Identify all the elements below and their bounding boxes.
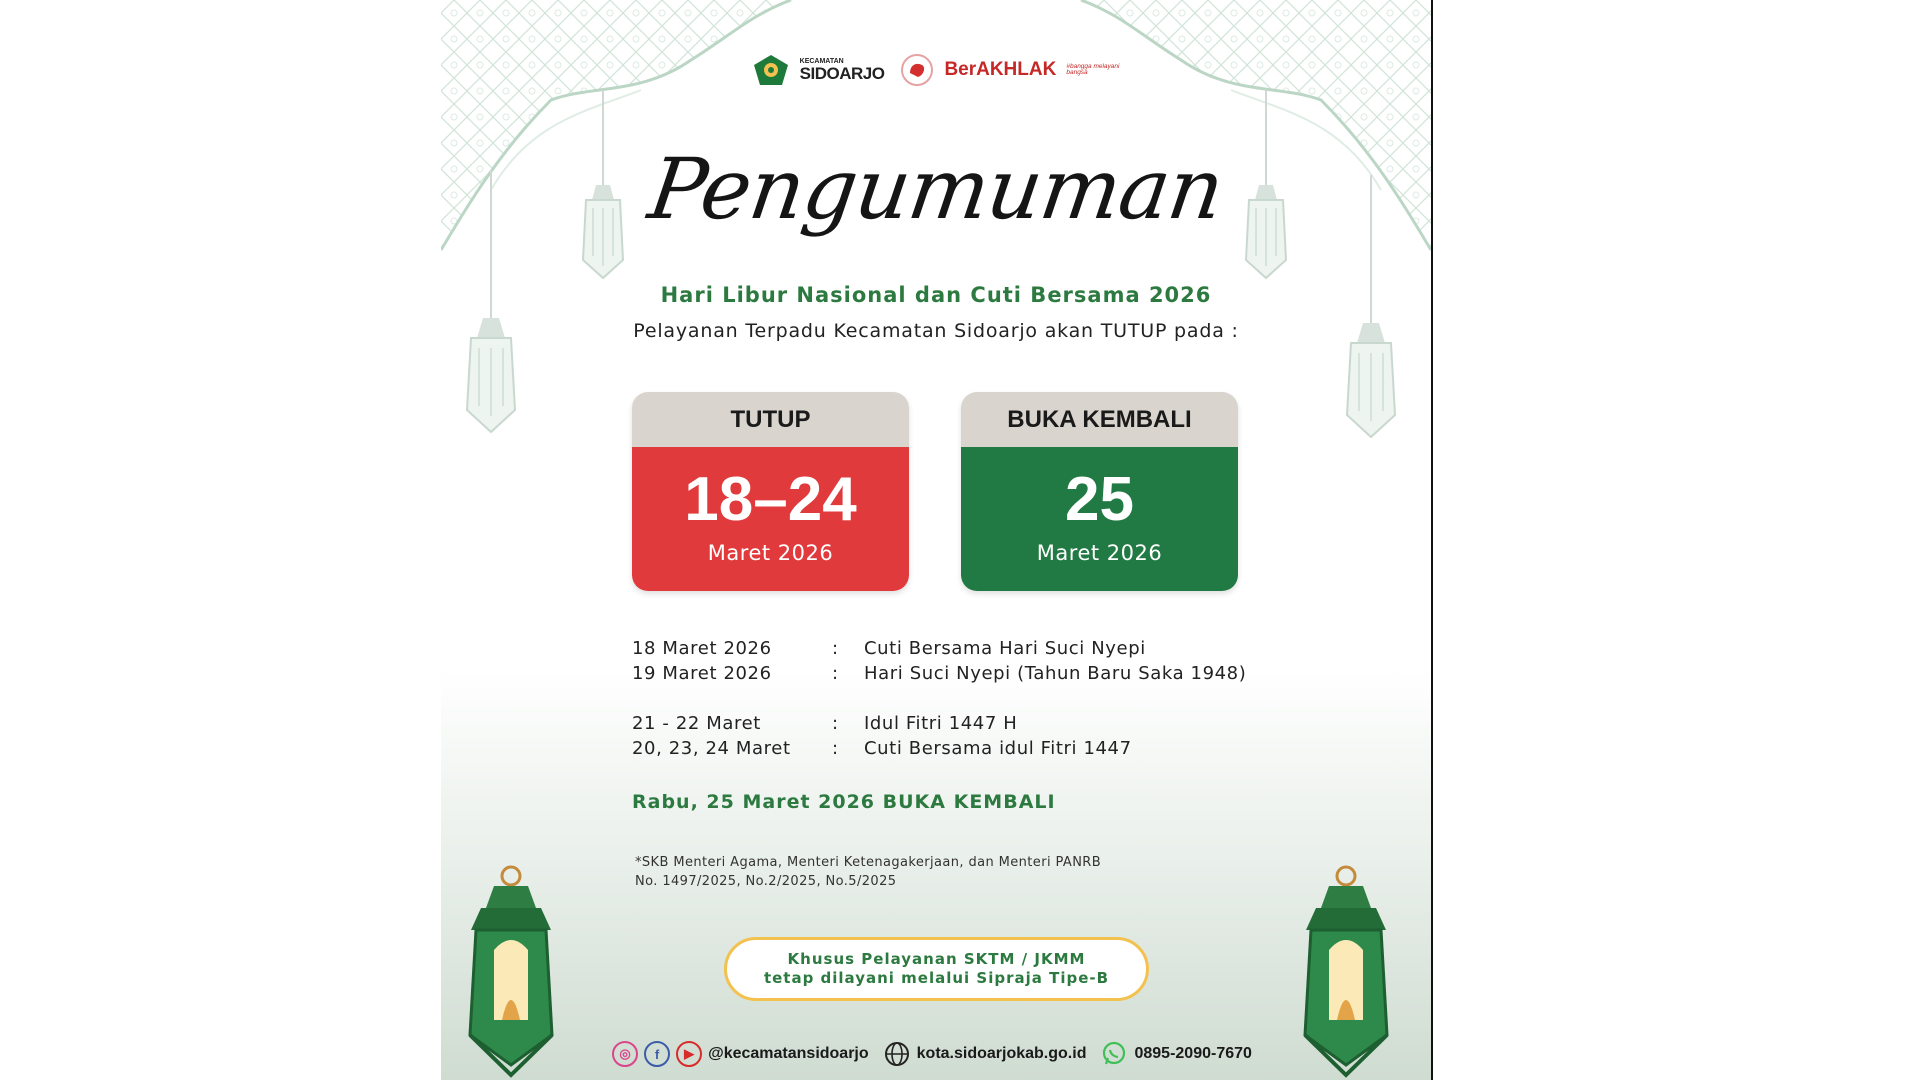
holiday-schedule — [632, 636, 1332, 761]
poster-right-border — [1431, 0, 1433, 1080]
footnote-line: *SKB Menteri Agama, Menteri Ketenagakerjaan, dan Menteri PANRB — [635, 855, 1102, 870]
schedule-row: 20, 23, 24 Maret : Cuti Bersama idul Fitri 1447 — [632, 738, 1132, 759]
facebook-icon[interactable]: f — [644, 1041, 670, 1067]
schedule-gap — [632, 686, 1332, 711]
reopen-notice: Rabu, 25 Maret 2026 BUKA KEMBALI — [632, 791, 1056, 813]
kecamatan-logo-text: KECAMATAN SIDOARJO — [799, 58, 885, 83]
schedule-row: 21 - 22 Maret : Idul Fitri 1447 H — [632, 713, 1018, 734]
schedule-row: 19 Maret 2026 : Hari Suci Nyepi (Tahun Baru Saka 1948) — [632, 663, 1247, 684]
reopen-date-card — [961, 392, 1238, 591]
announcement-intro: Pelayanan Terpadu Kecamatan Sidoarjo akan TUTUP pada : — [633, 320, 1239, 342]
reopen-card-month: Maret 2026 — [1036, 541, 1163, 565]
berakhlak-logo: BerAKHLAK — [944, 59, 1057, 80]
sidoarjo-emblem-icon — [752, 53, 790, 87]
reopen-card-label: BUKA KEMBALI — [961, 392, 1238, 447]
reopen-card-body — [961, 447, 1238, 591]
schedule-row: 18 Maret 2026 : Cuti Bersama Hari Suci Nyepi — [632, 638, 1146, 659]
announcement-subtitle: Hari Libur Nasional dan Cuti Bersama 2026 — [660, 283, 1212, 307]
bangga-melayani-logo: #bangga melayani bangsa — [1066, 62, 1120, 76]
footnote-line: No. 1497/2025, No.2/2025, No.5/2025 — [635, 874, 897, 889]
instagram-icon[interactable]: ◎ — [612, 1041, 638, 1067]
closed-dates-card — [632, 392, 909, 591]
legal-footnote — [635, 853, 1101, 891]
youtube-icon[interactable]: ▶ — [676, 1041, 702, 1067]
phone-number-link[interactable]: 0895-2090-7670 — [1134, 1045, 1252, 1062]
contact-footer — [441, 1040, 1431, 1068]
logo-row — [441, 50, 1431, 90]
closed-card-month: Maret 2026 — [707, 541, 834, 565]
reopen-card-day: 25 — [1065, 465, 1134, 534]
social-handle-link[interactable]: @kecamatansidoarjo — [708, 1045, 869, 1062]
closed-card-label: TUTUP — [632, 392, 909, 447]
closed-card-body — [632, 447, 909, 591]
website-link[interactable]: kota.sidoarjokab.go.id — [916, 1045, 1087, 1062]
globe-icon — [883, 1040, 911, 1068]
whatsapp-icon — [1100, 1040, 1128, 1068]
announcement-poster — [441, 0, 1431, 1080]
page-title: Pengumuman — [643, 140, 1229, 238]
closed-card-days: 18–24 — [684, 465, 857, 534]
special-service-notice: Khusus Pelayanan SKTM / JKMM tetap dilayani melalui Sipraja Tipe-B — [724, 937, 1149, 1001]
hand-emblem-icon — [900, 53, 934, 87]
